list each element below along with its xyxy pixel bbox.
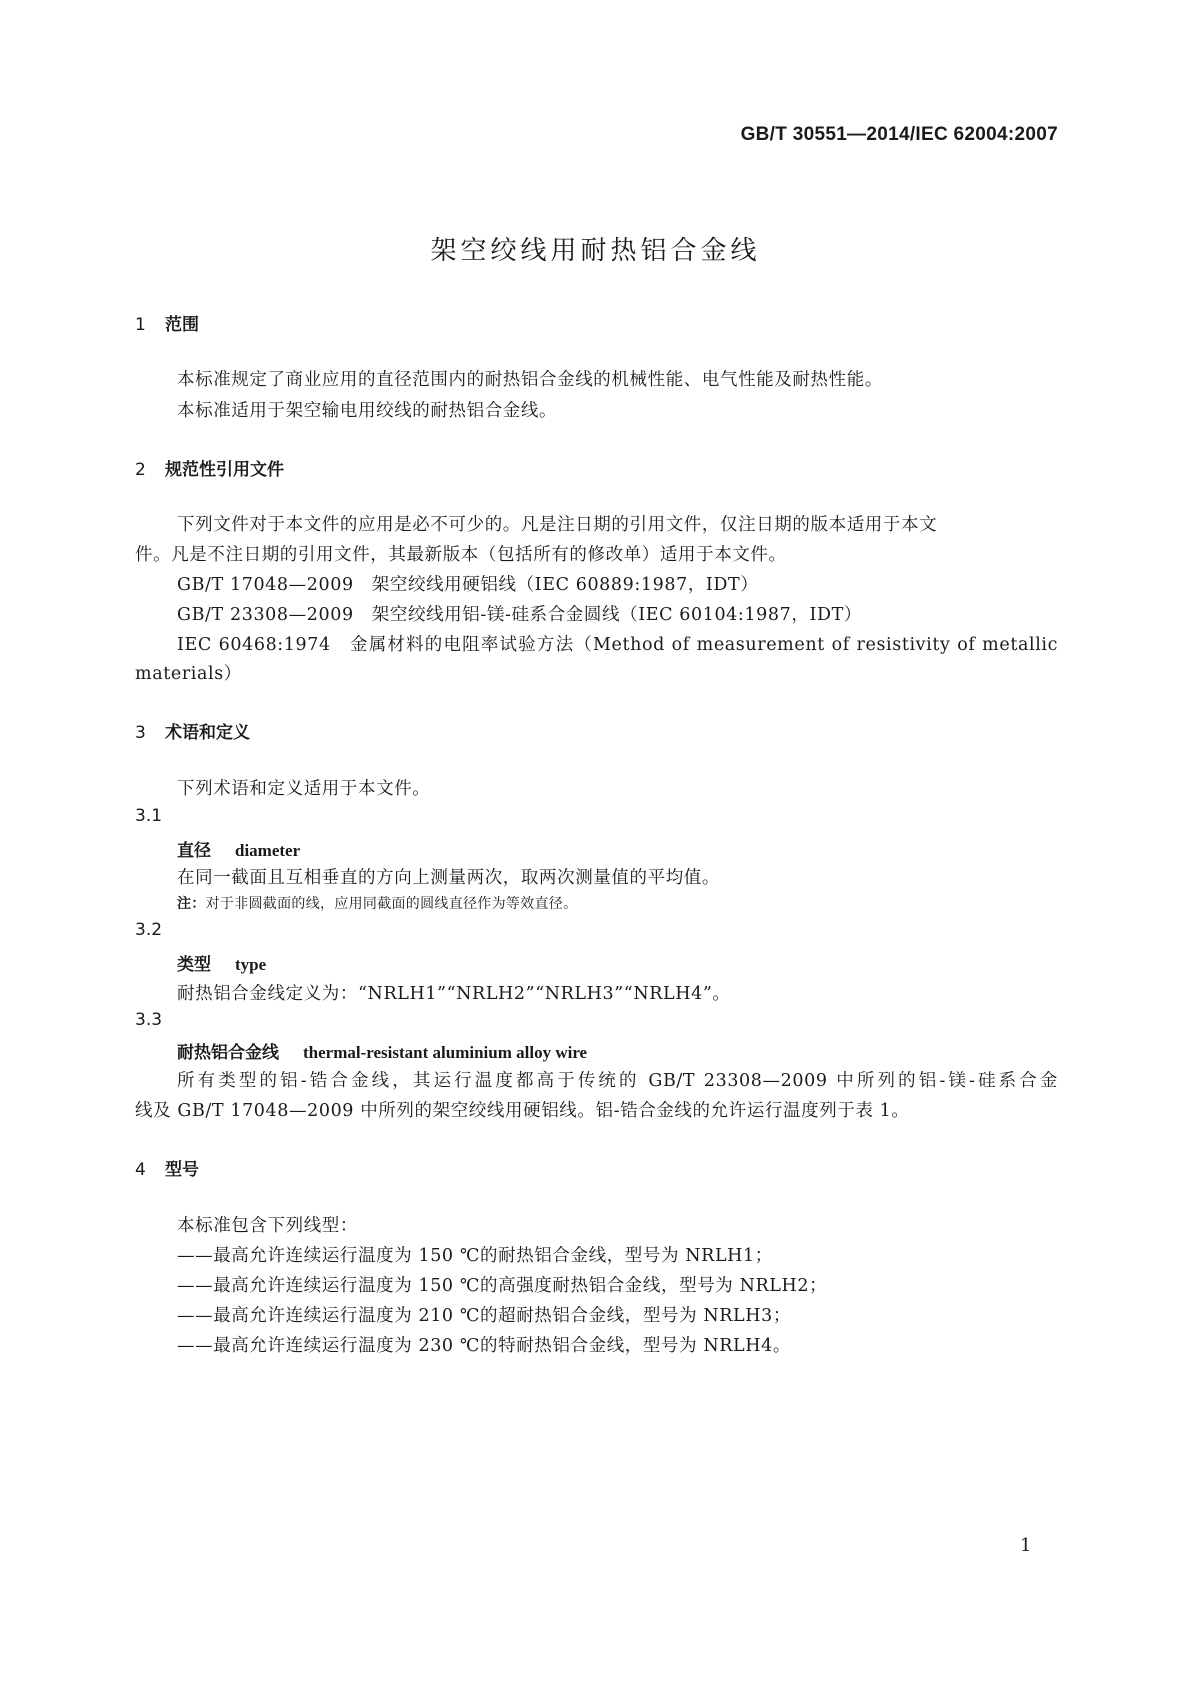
section-3-heading — [135, 718, 250, 743]
list-item: ——最高允许连续运行温度为 150 ℃的耐热铝合金线，型号为 NRLH1； — [177, 1246, 773, 1266]
term-english: thermal-resistant aluminium alloy wire — [303, 1043, 588, 1062]
normative-reference: GB/T 17048—2009 架空绞线用硬铝线（IEC 60889:1987，IDT） — [177, 575, 759, 595]
normative-reference-continuation: materials） — [135, 664, 242, 684]
section-1-heading — [135, 310, 199, 335]
section-title: 型号 — [165, 1160, 199, 1180]
term-english: type — [235, 955, 267, 974]
section-4-heading — [135, 1155, 199, 1180]
term-definition-line: 线及 GB/T 17048—2009 中所列的架空绞线用硬铝线。铝-锆合金线的允许运行温度列于表 1。 — [135, 1101, 910, 1121]
clause-number: 3.3 — [135, 1010, 163, 1030]
section-1-paragraph: 本标准规定了商业应用的直径范围内的耐热铝合金线的机械性能、电气性能及耐热性能。 — [177, 370, 883, 390]
term-chinese: 类型 — [177, 955, 211, 975]
term-definition: 耐热铝合金线定义为：“NRLH1”“NRLH2”“NRLH3”“NRLH4”。 — [177, 984, 731, 1004]
section-2-paragraph-line: 下列文件对于本文件的应用是必不可少的。凡是注日期的引用文件，仅注日期的版本适用于本文 — [177, 515, 938, 535]
section-title: 规范性引用文件 — [165, 460, 284, 480]
term-definition-line: 所有类型的铝-锆合金线，其运行温度都高于传统的 GB/T 23308—2009 中所列的铝-镁-硅系合金 — [177, 1071, 1058, 1091]
term-note — [177, 893, 577, 913]
section-number: 1 — [135, 315, 146, 335]
term-heading — [177, 1038, 587, 1063]
section-number: 4 — [135, 1160, 146, 1180]
list-item: ——最高允许连续运行温度为 210 ℃的超耐热铝合金线，型号为 NRLH3； — [177, 1306, 791, 1326]
standard-code: GB/T 30551—2014/IEC 62004:2007 — [740, 124, 1058, 145]
term-chinese: 直径 — [177, 841, 211, 861]
term-heading — [177, 836, 300, 861]
section-number: 2 — [135, 460, 146, 480]
section-3-intro: 下列术语和定义适用于本文件。 — [177, 779, 431, 799]
normative-reference: GB/T 23308—2009 架空绞线用铝-镁-硅系合金圆线（IEC 60104:1987，IDT） — [177, 605, 862, 625]
section-title: 范围 — [165, 315, 199, 335]
list-item: ——最高允许连续运行温度为 230 ℃的特耐热铝合金线，型号为 NRLH4。 — [177, 1336, 791, 1356]
section-title: 术语和定义 — [165, 723, 250, 743]
note-text: 对于非圆截面的线，应用同截面的圆线直径作为等效直径。 — [205, 896, 578, 912]
list-item: ——最高允许连续运行温度为 150 ℃的高强度耐热铝合金线，型号为 NRLH2； — [177, 1276, 828, 1296]
normative-reference: IEC 60468:1974 金属材料的电阻率试验方法（Method of measurement of resistivity of metallic — [177, 635, 1058, 655]
section-2-heading — [135, 455, 284, 480]
section-4-intro: 本标准包含下列线型： — [177, 1216, 358, 1236]
term-heading — [177, 950, 266, 975]
term-definition: 在同一截面且互相垂直的方向上测量两次，取两次测量值的平均值。 — [177, 868, 720, 888]
clause-number: 3.2 — [135, 920, 163, 940]
note-label: 注： — [177, 896, 206, 912]
section-1-paragraph: 本标准适用于架空输电用绞线的耐热铝合金线。 — [177, 401, 558, 421]
term-english: diameter — [235, 841, 301, 860]
section-2-paragraph-line: 件。凡是不注日期的引用文件，其最新版本（包括所有的修改单）适用于本文件。 — [135, 545, 787, 565]
document-title: 架空绞线用耐热铝合金线 — [430, 236, 761, 266]
term-chinese: 耐热铝合金线 — [177, 1043, 279, 1063]
section-number: 3 — [135, 723, 146, 743]
clause-number: 3.1 — [135, 806, 163, 826]
page-number: 1 — [1020, 1535, 1032, 1556]
